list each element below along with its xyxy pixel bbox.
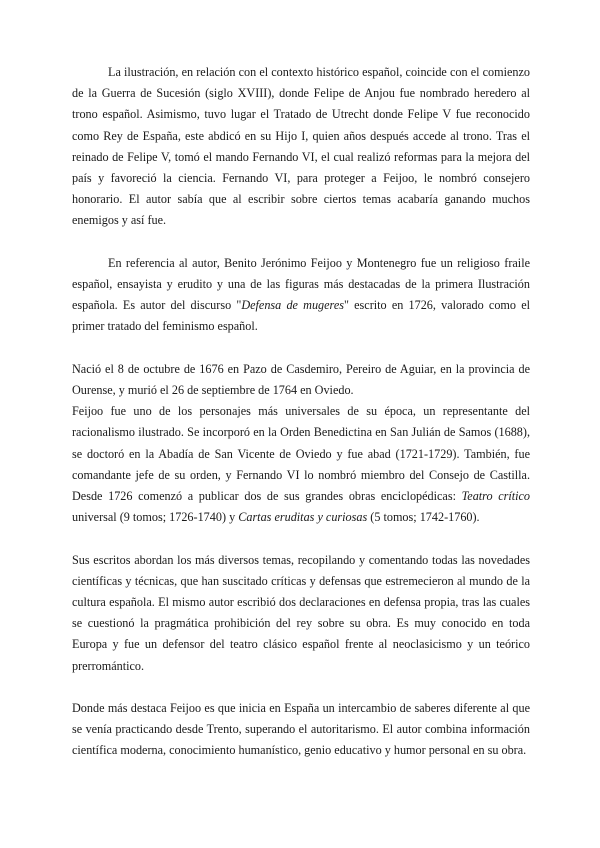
paragraph-career-text: Feijoo fue uno de los personajes más universales de su época, un representante del racionalismo ilustrado. Se incorporó en la Orden Benedictina en San Julián de Samos (1688), se doctoró en la Abadía de San Vicente de Oviedo y fue abad (1721-1729). También, fue comandante jefe de su orden, y Fernando VI lo nombró miembro del Consejo de Castilla. Desde 1726 comenzó a publicar dos de sus grandes obras enciclopédicas: [72,404,530,504]
paragraph-author-text-end: " escrito en 1726, valorado como el primer tratado del feminismo español. [72,298,530,334]
paragraph-birth: Nació el 8 de octubre de 1676 en Pazo de Casdemiro, Pereiro de Aguiar, en la provincia de Ourense, y murió el 26 de septiembre de 1764 en Oviedo. [72,361,530,398]
work-title-teatro: Teatro crítico [461,489,531,504]
paragraph-career-middle: universal (9 tomos; 1726-1740) y [72,510,239,525]
paragraph-gap [72,528,530,549]
paragraph-gap [72,232,530,253]
paragraph-author [72,253,530,338]
paragraph-legacy: Donde más destaca Feijoo es que inicia en España un intercambio de saberes diferente al que se venía practicando desde Trento, superando el autoritarismo. El autor combina información científica moderna, conocimiento humanístico, genio educativo y humor personal en su obra. [72,701,530,758]
paragraph-career [72,401,530,528]
work-title-cartas: Cartas eruditas y curiosas [238,510,368,525]
paragraph-gap [72,338,530,359]
paragraph-context: La ilustración, en relación con el contexto histórico español, coincide con el comienzo de la Guerra de Sucesión (siglo XVIII), donde Felipe de Anjou fue nombrado heredero al trono español. Asimismo, tuvo lugar el Tratado de Utrecht donde Felipe V fue reconocido como Rey de España, este abdicó en su Hijo I, quien años después accede al trono. Tras el reinado de Felipe V, tomó el mando Fernando VI, el cual realizó reformas para la mejora del país y favoreció la ciencia. Fernando VI, para proteger a Feijoo, le nombró consejero honorario. El autor sabía que al escribir sobre ciertos temas acabaría ganando muchos enemigos y así fue. [72,65,530,228]
work-title-defensa: Defensa de mugeres [241,298,344,313]
paragraph-gap [72,677,530,698]
paragraph-writings: Sus escritos abordan los más diversos temas, recopilando y comentando todas las novedades científicas y técnicas, que han suscitado críticas y defensas que estremecieron al mundo de la cultura española. El mismo autor escribió dos declaraciones en defensa propia, tras las cuales se cuestionó la pragmática prohibición del rey sobre su obra. Es muy conocido en toda Europa y fue un defensor del teatro clásico español frente al neoclasicismo y un teórico prerromántico. [72,552,530,673]
paragraph-career-end: (5 tomos; 1742-1760). [367,510,480,525]
document-page [72,62,530,762]
paragraph-author-text: En referencia al autor, Benito Jerónimo Feijoo y Montenegro fue un religioso fraile español, ensayista y erudito y una de las figuras más destacadas de la primera Ilustración española. Es autor del discurso " [72,255,530,313]
